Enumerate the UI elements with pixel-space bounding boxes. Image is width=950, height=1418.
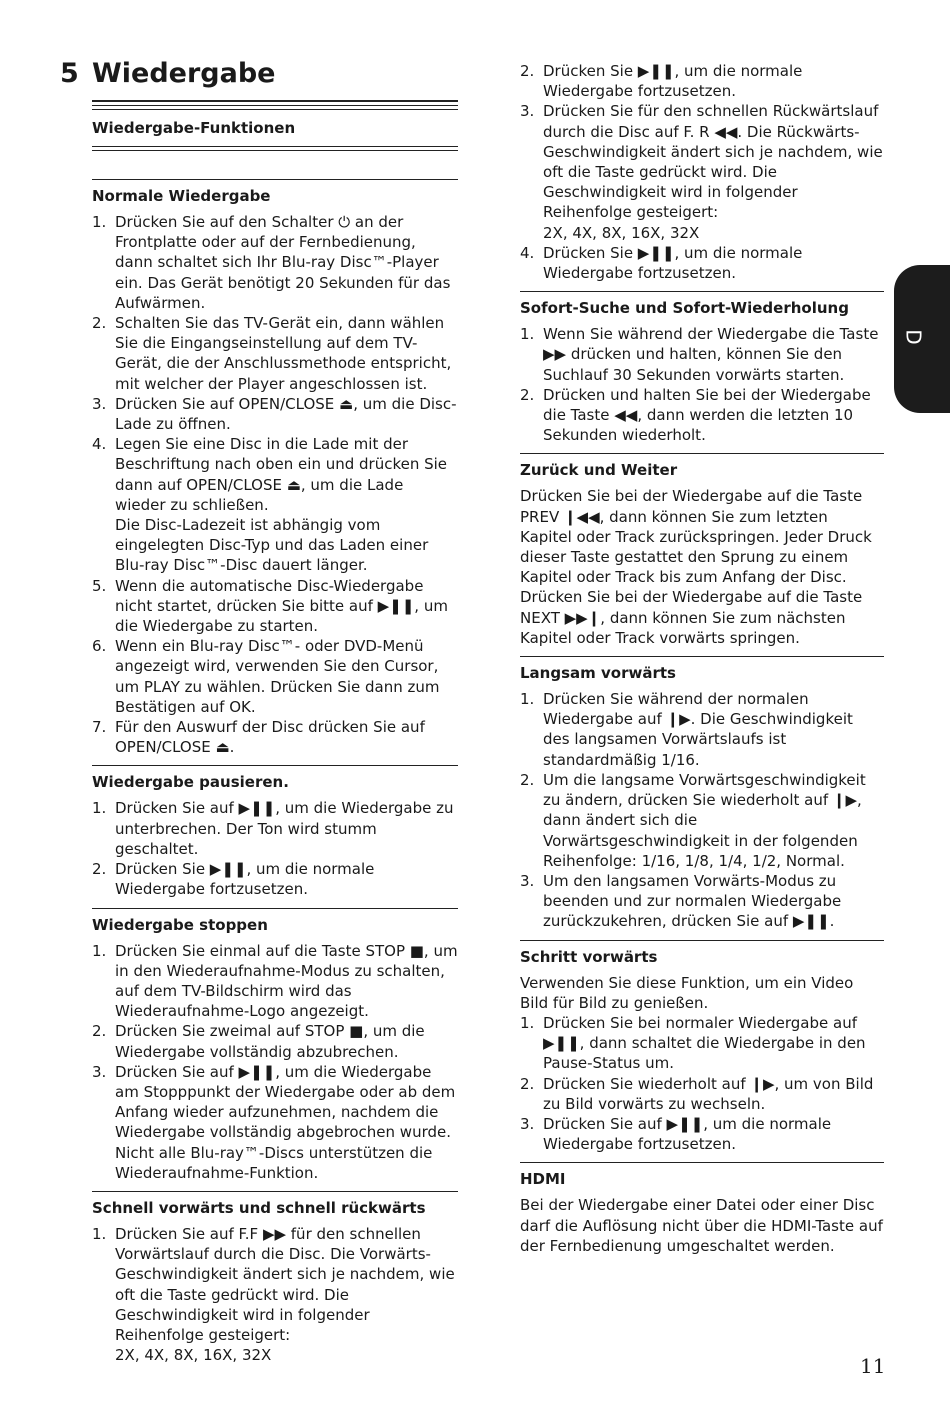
item-number: 4.: [520, 243, 535, 262]
item-text: Drücken Sie bei normaler Wiedergabe auf ▶❚❚, dann schaltet die Wiedergabe in den Pause-Status um.: [543, 1013, 866, 1073]
item-text: Drücken Sie zweimal auf STOP ■, um die Wiedergabe vollständig abzubrechen.: [115, 1022, 425, 1061]
section-title: Zurück und Weiter: [520, 461, 678, 480]
paragraph: Drücken Sie bei der Wiedergabe auf die Taste NEXT ▶▶❙, dann können Sie zum nächsten Kapitel oder Track vorwärts springen.: [520, 588, 863, 647]
list-item: [92, 434, 458, 575]
section-normal: [92, 179, 458, 757]
item-number: 1.: [92, 799, 107, 818]
right-column: [520, 61, 884, 1256]
list-item: [92, 212, 458, 313]
item-text: Drücken Sie ▶❚❚, um die normale Wiedergabe fortzusetzen.: [543, 243, 803, 283]
section-pause: [92, 765, 458, 899]
step-list: [520, 689, 884, 931]
section-title: Langsam vorwärts: [520, 664, 676, 683]
chapter-title: Wiedergabe: [92, 58, 276, 89]
item-text: Für den Auswurf der Disc drücken Sie auf OPEN/CLOSE ⏏.: [115, 718, 425, 757]
tab-letter: D: [901, 329, 926, 345]
list-item: [520, 770, 884, 871]
paragraph: Drücken Sie bei der Wiedergabe auf die Taste PREV ❙◀◀, dann können Sie zum letzten Kapitel oder Track zurückspringen. Jeder Druck dieser Taste gestattet den Sprung zu einem Kapitel oder Track bis zum Anfang der Disc.: [520, 487, 872, 587]
list-item: [92, 313, 458, 394]
list-item: [92, 636, 458, 717]
step-list: [92, 1224, 458, 1365]
list-item: [520, 1114, 884, 1154]
list-item: [520, 243, 884, 283]
section-slow: [520, 656, 884, 931]
list-item: [92, 859, 458, 899]
item-number: 7.: [92, 718, 107, 737]
section-title: Sofort-Suche und Sofort-Wiederholung: [520, 299, 849, 318]
item-text: Drücken Sie auf ▶❚❚, um die Wiedergabe zu unterbrechen. Der Ton wird stumm geschaltet.: [115, 799, 454, 858]
step-list: [92, 941, 458, 1183]
item-text: Drücken Sie auf ▶❚❚, um die normale Wiedergabe fortzusetzen.: [543, 1114, 832, 1154]
item-text: Drücken Sie einmal auf die Taste STOP ■, um in den Wiederaufnahme-Modus zu schalten, auf dem TV-Bildschirm wird das Wiederaufnahme-Logo angezeigt.: [115, 941, 458, 1021]
step-list: [92, 798, 458, 899]
item-text: Um den langsamen Vorwärts-Modus zu beenden und zur normalen Wiedergabe zurückzukehren, drücken Sie auf ▶❚❚.: [543, 871, 842, 931]
item-number: 1.: [92, 941, 107, 960]
item-number: 2.: [520, 1074, 535, 1093]
list-item: [520, 324, 884, 385]
list-item: [92, 394, 458, 434]
item-number: 2.: [520, 385, 535, 404]
list-item: [520, 385, 884, 446]
item-number: 5.: [92, 576, 107, 595]
item-number: 3.: [92, 394, 107, 413]
item-number: 1.: [92, 213, 107, 231]
item-number: 1.: [92, 1224, 107, 1243]
item-number: 1.: [520, 690, 535, 709]
list-item: [92, 798, 458, 859]
subtitle-rule: [92, 146, 458, 151]
left-column: [92, 60, 458, 1365]
section-fast: [92, 1191, 458, 1365]
item-text: Drücken Sie für den schnellen Rückwärtslauf durch die Disc auf F. R ◀◀. Die Rückwärts-Geschwindigkeit ändert sich je nachdem, wie oft die Taste gedrückt wird. Die Geschwindigkeit wird in folgender Reihenfolge gesteigert: 2X, 4X, 8X, 16X, 32X: [543, 102, 883, 242]
item-text: Drücken Sie auf OPEN/CLOSE ⏏, um die Disc-Lade zu öffnen.: [115, 394, 457, 434]
list-item: [92, 1021, 458, 1061]
item-text: Drücken und halten Sie bei der Wiedergabe die Taste ◀◀, dann werden die letzten 10 Sekunden wiederholt.: [543, 385, 871, 445]
item-text: Legen Sie eine Disc in die Lade mit der Beschriftung nach oben ein und drücken Sie dann auf OPEN/CLOSE ⏏, um die Lade wieder zu schließen. Die Disc-Ladezeit ist abhängig vom eingelegten Disc-Typ und das Laden einer Blu-ray Disc™-Disc dauert länger.: [115, 435, 448, 575]
section-title: Schritt vorwärts: [520, 947, 658, 966]
list-item: [92, 576, 458, 637]
item-text: Drücken Sie ▶❚❚, um die normale Wiedergabe fortzusetzen.: [543, 62, 803, 101]
item-number: 2.: [520, 770, 535, 789]
subtitle: Wiedergabe-Funktionen: [92, 119, 296, 137]
list-item: [520, 101, 884, 242]
list-item: [520, 1074, 884, 1114]
section-title: HDMI: [520, 1170, 566, 1189]
paragraph: Bei der Wiedergabe einer Datei oder einer Disc darf die Auflösung nicht über die HDMI-Taste auf der Fernbedienung umgeschaltet werden.: [520, 1196, 883, 1255]
item-number: 3.: [92, 1062, 107, 1081]
item-text: Wenn Sie während der Wiedergabe die Taste ▶▶ drücken und halten, können Sie den Suchlauf 30 Sekunden vorwärts starten.: [543, 325, 879, 384]
item-number: 2.: [92, 1022, 107, 1041]
section-title: Wiedergabe pausieren.: [92, 773, 289, 792]
item-text: Drücken Sie auf F.F ▶▶ für den schnellen Vorwärtslauf durch die Disc. Die Vorwärts-Geschwindigkeit ändert sich je nachdem, wie oft die Taste gedrückt wird. Die Geschwindigkeit wird in folgender Reihenfolge gesteigert: 2X, 4X, 8X, 16X, 32X: [115, 1224, 455, 1365]
section-hdmi: [520, 1162, 884, 1256]
item-text: Drücken Sie auf den Schalter ⏻ an der Frontplatte oder auf der Fernbedienung, dann schaltet sich Ihr Blu-ray Disc™-Player ein. Das Gerät benötigt 20 Sekunden für das Aufwärmen.: [115, 213, 451, 312]
section-instant: [520, 291, 884, 445]
list-item: [520, 1013, 884, 1074]
item-text: Schalten Sie das TV-Gerät ein, dann wählen Sie die Eingangseinstellung auf dem TV-Gerät, die der Anschlussmethode entspricht, mit welcher der Player angeschlossen ist.: [115, 314, 452, 393]
list-item: [520, 689, 884, 770]
title-rule: [92, 100, 458, 110]
list-item: [92, 941, 458, 1022]
item-number: 3.: [520, 102, 535, 121]
item-number: 4.: [92, 435, 107, 454]
item-number: 2.: [92, 314, 107, 333]
item-number: 6.: [92, 637, 107, 656]
item-number: 1.: [520, 325, 535, 344]
list-item: [92, 1062, 458, 1183]
item-number: 3.: [520, 1114, 535, 1133]
list-item: [520, 61, 884, 101]
page-number: 11: [860, 1354, 886, 1378]
step-list: [520, 324, 884, 445]
item-text: Drücken Sie während der normalen Wiedergabe auf ❙▶. Die Geschwindigkeit des langsamen Vorwärtslaufs ist standardmäßig 1/16.: [543, 690, 853, 769]
list-item: [92, 717, 458, 757]
step-list: [92, 212, 458, 757]
section-stop: [92, 908, 458, 1183]
chapter-number: 5: [60, 58, 79, 89]
item-text: Wenn die automatische Disc-Wiedergabe nicht startet, drücken Sie bitte auf ▶❚❚, um die Wiedergabe zu starten.: [115, 576, 448, 636]
list-item: [520, 871, 884, 932]
item-text: Wenn ein Blu-ray Disc™- oder DVD-Menü angezeigt wird, verwenden Sie den Cursor, um PLAY zu wählen. Drücken Sie dann zum Bestätigen auf OK.: [115, 637, 440, 716]
step-list: [520, 1013, 884, 1154]
item-number: 2.: [520, 62, 535, 80]
section-title: Wiedergabe stoppen: [92, 915, 268, 934]
section-title: Normale Wiedergabe: [92, 187, 271, 205]
section-step: [520, 940, 884, 1155]
paragraph: Verwenden Sie diese Funktion, um ein Video Bild für Bild zu genießen.: [520, 973, 854, 1012]
section-skip: [520, 453, 884, 648]
item-text: Drücken Sie ▶❚❚, um die normale Wiedergabe fortzusetzen.: [115, 860, 375, 899]
list-item: [92, 1224, 458, 1365]
section-title: Schnell vorwärts und schnell rückwärts: [92, 1198, 426, 1217]
item-text: Drücken Sie auf ▶❚❚, um die Wiedergabe am Stopppunkt der Wiedergabe oder ab dem Anfang wieder aufzunehmen, nachdem die Wiedergabe vollständig abgebrochen wurde. Nicht alle Blu-ray™-Discs unterstützen die Wiederaufnahme-Funktion.: [115, 1062, 456, 1182]
item-number: 1.: [520, 1013, 535, 1032]
step-list-continued: [520, 61, 884, 283]
item-text: Um die langsame Vorwärtsgeschwindigkeit zu ändern, drücken Sie wiederholt auf ❙▶, dann ändert sich die Vorwärtsgeschwindigkeit in der folgenden Reihenfolge: 1/16, 1/8, 1/4, 1/2, Normal.: [543, 770, 866, 870]
item-number: 3.: [520, 871, 535, 890]
item-text: Drücken Sie wiederholt auf ❙▶, um von Bild zu Bild vorwärts zu wechseln.: [543, 1074, 874, 1113]
item-number: 2.: [92, 860, 107, 879]
language-tab: [894, 265, 950, 413]
